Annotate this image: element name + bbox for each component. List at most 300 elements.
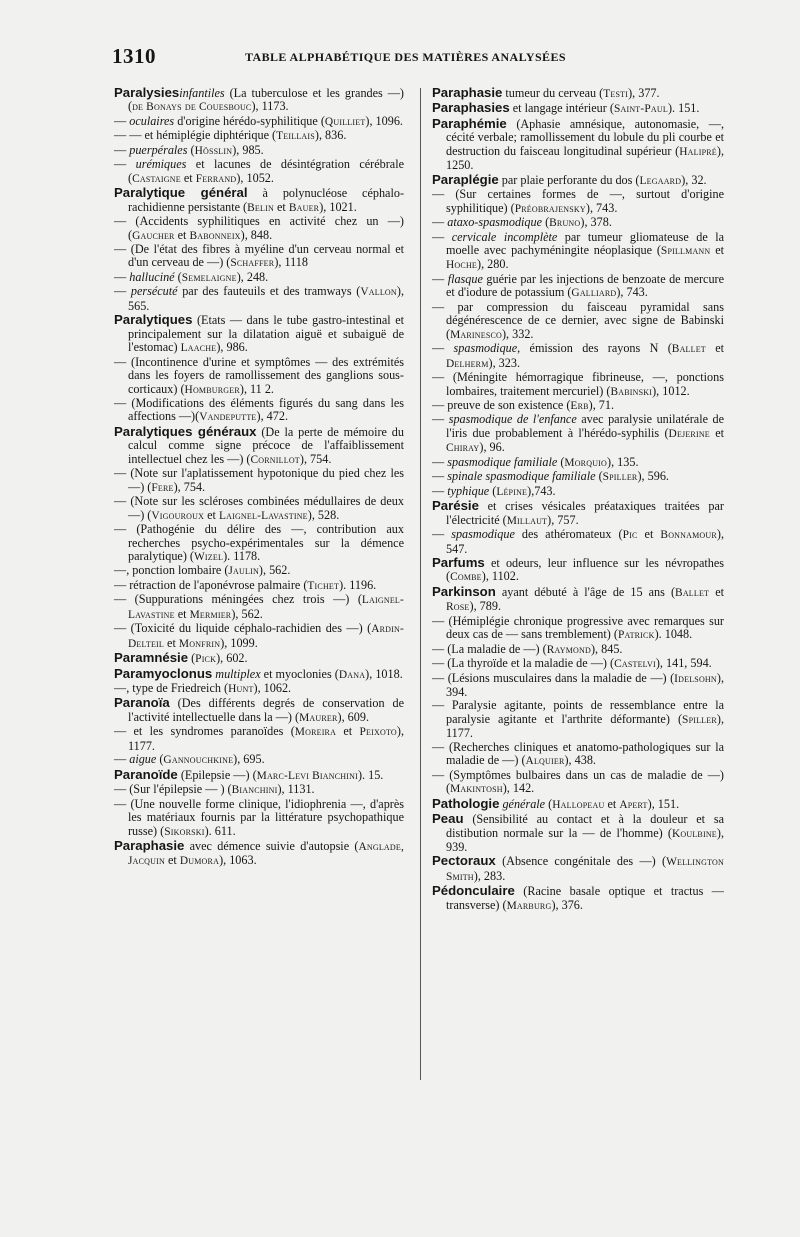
author-name: Babonneix (189, 229, 241, 242)
index-subentry-line (432, 699, 724, 740)
entry-text: ), 1062. (253, 681, 292, 696)
entry-text: ), 135. (607, 454, 639, 469)
entry-text: ), 939. (446, 825, 724, 855)
index-subentry-line (114, 495, 404, 523)
entry-text: et (180, 170, 196, 185)
index-subentry-line (114, 725, 404, 753)
author-name: Halipré (679, 145, 717, 158)
index-entry-main-line (114, 186, 404, 215)
index-headword: Paraplégie (432, 171, 499, 187)
entry-text: (Racine basale optique et tractus — transverse) ( (446, 884, 724, 912)
italic-text: typhique (447, 483, 490, 498)
entry-text: ), 789. (469, 599, 501, 614)
index-subentry-line (432, 342, 724, 371)
entry-text: ), 472. (256, 409, 289, 424)
entry-text: — (432, 527, 452, 542)
author-name: Dejerine (668, 427, 710, 440)
index-subentry-line (432, 769, 724, 797)
index-entry-main-line (114, 696, 404, 725)
entry-text: ). 1178. (223, 548, 261, 563)
index-subentry-line (432, 188, 724, 216)
entry-text: (Absence congénitale des —) ( (495, 854, 667, 869)
index-subentry-line (114, 579, 404, 593)
entry-text: ), 378. (580, 215, 612, 230)
index-entry (432, 86, 724, 101)
entry-text: ), 985. (232, 142, 264, 157)
left-column (114, 86, 404, 869)
author-name: Tichet (307, 579, 340, 592)
entry-text: — (114, 284, 131, 299)
entry-text: et (164, 853, 180, 868)
author-name: Castelvi (614, 658, 656, 671)
author-name: Peixoto (359, 726, 397, 739)
index-subentry-line (432, 657, 724, 671)
index-entry-main-line (114, 425, 404, 467)
entry-text: ), 848. (240, 227, 273, 242)
index-subentry-line (114, 682, 404, 696)
entry-text: ), 280. (477, 257, 509, 272)
author-name: Dumora (179, 855, 220, 868)
entry-text: — (Modifications des éléments figurés du sang dans les affections —)( (114, 395, 404, 424)
index-entry-main-line (114, 313, 404, 355)
author-name: Cornillot (250, 453, 300, 466)
author-name: Erb (570, 399, 589, 412)
entry-text: ), 596. (637, 469, 669, 484)
entry-text: — (432, 271, 448, 286)
index-subentry-line (114, 564, 404, 578)
entry-text: — rétraction de l'aponévrose palmaire ( (114, 577, 308, 592)
index-headword: Paraphasie (432, 85, 503, 100)
entry-text: ), 11 2. (239, 381, 274, 396)
index-subentry-line (432, 456, 724, 470)
entry-text: ). 1048. (654, 627, 693, 642)
author-name: Hösslin (194, 144, 233, 157)
author-name: Schaffer (230, 257, 275, 270)
index-entry (432, 499, 724, 556)
entry-text: et odeurs, leur influence sur les névropathes ( (446, 555, 724, 584)
index-subentry-line (114, 243, 404, 271)
author-name: Anglade, Jacquin (128, 841, 404, 868)
italic-text: spasmodique de l'enfance (448, 412, 577, 427)
author-name: Spiller (682, 713, 717, 726)
index-entry (114, 768, 404, 839)
entry-text: — (432, 412, 449, 427)
entry-text: ), 754. (299, 451, 332, 466)
entry-text: et (204, 507, 219, 522)
author-name: Gaucher (132, 229, 175, 242)
entry-text: (La tuberculose et les grandes —) ( (128, 86, 404, 114)
entry-text: — (Accidents syphilitiques en activité chez un —) ( (114, 214, 404, 242)
right-column (432, 86, 724, 913)
author-name: Marinesco (450, 328, 502, 341)
index-entry (114, 186, 404, 313)
index-subentry-line (114, 523, 404, 564)
entry-text: avec démence suivie d'autopsie ( (184, 839, 359, 854)
index-subentry-line (114, 622, 404, 651)
italic-text: générale (499, 796, 546, 811)
entry-text: ), 1118 (274, 255, 308, 270)
index-entry (432, 812, 724, 854)
index-entry (432, 117, 724, 173)
index-subentry-line (114, 115, 404, 129)
index-entry (114, 425, 404, 651)
italic-text: ataxo-spasmodique (447, 215, 543, 230)
author-name: Bruno (549, 217, 581, 230)
entry-text: — (La maladie de —) ( (432, 641, 547, 656)
author-name: Koulbine (671, 827, 717, 840)
author-name: Chiray (446, 442, 480, 455)
author-name: Quilliet (324, 115, 366, 128)
entry-text: à polynucléose céphalo-rachidienne persistante ( (128, 186, 405, 214)
entry-text: ), 1177. (128, 724, 404, 753)
entry-text: et (705, 341, 725, 356)
author-name: Apert (619, 798, 648, 811)
entry-text: ), 528. (307, 507, 340, 522)
index-entry-main-line (432, 117, 724, 173)
entry-text: (Epilepsie —) ( (177, 767, 257, 782)
entry-text: ), 96. (479, 440, 505, 455)
entry-text: ), 1021. (319, 199, 357, 214)
entry-text: ( (188, 651, 196, 666)
index-entry (432, 585, 724, 797)
index-entry-main-line (114, 667, 404, 682)
page-number: 1310 (112, 44, 156, 68)
index-entry-main-line (432, 884, 724, 913)
author-name: Bianchini (231, 784, 278, 797)
author-name: Alquier (525, 755, 565, 768)
author-name: Laignel-Lavastine (128, 594, 404, 621)
italic-text: spasmodique familiale (447, 454, 558, 469)
entry-text: — (432, 483, 448, 498)
entry-text: — et les syndromes paranoïdes ( (114, 724, 295, 739)
author-name: Dana (338, 668, 366, 681)
entry-text: ), 757. (547, 512, 579, 527)
entry-text: ), 609. (337, 709, 369, 724)
italic-text: spinale spasmodique familiale (447, 469, 596, 484)
index-subentry-line (432, 672, 724, 700)
entry-text: — par compression du faisceau pyramidal sans dégénérescence de ce dernier, avec signe de Babinski ( (432, 299, 724, 341)
index-subentry-line (114, 798, 404, 839)
index-entry-main-line (432, 797, 724, 812)
entry-text: et lacunes de désintégration cérébrale ( (128, 157, 405, 185)
index-headword: Paramnésie (114, 650, 189, 666)
italic-text: oculaires (129, 113, 175, 128)
author-name: Marburg (506, 899, 552, 912)
author-name: Bonnamour (660, 529, 717, 542)
index-entry (432, 101, 724, 116)
index-headword: Parésie (432, 498, 479, 514)
index-headword: Pathologie (432, 795, 500, 811)
index-entry-main-line (114, 651, 404, 666)
entry-text: et (174, 227, 190, 242)
italic-text: aigue (129, 752, 157, 767)
entry-text: par plaie perforante du dos ( (498, 172, 640, 187)
entry-text: ), 565. (128, 284, 404, 313)
entry-text: par tumeur gliomateuse de la moelle avec pachyméningite néoplasique ( (446, 229, 725, 257)
entry-text: ), 1012. (652, 383, 690, 398)
index-entry-main-line (432, 854, 724, 884)
entry-text: — (Symptômes bulbaires dans un cas de maladie de —) ( (432, 767, 724, 796)
index-headword: Peau (432, 811, 464, 827)
author-name: Maurer (299, 711, 338, 724)
index-headword: Paraphasie (114, 838, 185, 854)
entry-text: et (164, 635, 179, 650)
author-name: Hunt (228, 683, 254, 696)
author-name: Galliard (571, 287, 617, 300)
entry-text: ), 836. (314, 128, 347, 143)
entry-text: — preuve de son existence ( (432, 397, 571, 412)
entry-text: ( (545, 796, 553, 811)
entry-text: et (174, 606, 190, 621)
entry-text: ), 438. (564, 753, 596, 768)
author-name: Millaut (506, 514, 548, 527)
author-name: Saint-Paul (613, 103, 668, 116)
index-subentry-line (114, 593, 404, 622)
entry-text: — (Lésions musculaires dans la maladie de —) ( (432, 670, 675, 685)
entry-text: ), 377. (628, 86, 660, 100)
entry-text: ), 332. (502, 326, 534, 341)
index-subentry-line (432, 399, 724, 413)
entry-text: avec paralysie unilatérale de l'iris due probablement à l'hérédo-syphilis ( (446, 412, 725, 440)
italic-text: halluciné (129, 269, 175, 284)
author-name: Patrick (617, 629, 655, 642)
author-name: Wizel (193, 550, 224, 563)
entry-text: — (Méningite hémorragique fibrineuse, —, ponctions lombaires, traitement mercuriel) ( (432, 370, 724, 398)
entry-text: ), 743. (616, 285, 648, 300)
author-name: Vigouroux (151, 509, 205, 522)
entry-text: ), 376. (551, 897, 583, 912)
entry-text: — (Recherches cliniques et anatomo-pathologiques sur la maladie de —) ( (432, 739, 724, 768)
index-subentry-line (114, 158, 404, 186)
index-subentry-line (114, 215, 404, 243)
entry-text: par des fauteuils et des tramways ( (177, 284, 361, 299)
author-name: Lépine (496, 485, 528, 498)
entry-text: (Etats — dans le tube gastro-intestinal et principalement sur la dilatation aiguë et subaiguë de l'estomac) (128, 313, 404, 355)
index-entry (432, 854, 724, 884)
entry-text: et (273, 199, 289, 214)
italic-text: urémiques (135, 157, 187, 172)
entry-text: ), 1052. (236, 170, 274, 185)
index-subentry-line (432, 643, 724, 657)
entry-text: et (604, 796, 620, 811)
entry-text: ), 695. (233, 752, 265, 767)
entry-text: — (De l'état des fibres à myéline d'un cerveau normal et d'un cerveau de —) ( (114, 241, 404, 270)
entry-text: ), 394. (446, 670, 724, 700)
index-entry-main-line (432, 556, 724, 585)
entry-text: ), 743. (585, 200, 618, 215)
italic-text: multiplex (215, 666, 261, 681)
entry-text: ( (174, 269, 182, 284)
entry-text: —, ponction lombaire ( (114, 563, 229, 578)
author-name: Laignel-Lavastine (218, 509, 308, 522)
column-divider (420, 88, 421, 1080)
author-name: Ballet (671, 343, 706, 356)
index-subentry-line (114, 753, 404, 767)
entry-text: — (114, 269, 130, 284)
index-headword: Paranoïde (114, 766, 178, 782)
entry-text: ), 283. (473, 868, 506, 883)
index-entry (432, 797, 724, 812)
italic-text: persécuté (130, 284, 178, 299)
entry-text: — (Note sur les scléroses combinées médullaires de deux —) ( (114, 494, 404, 522)
author-name: Préobrajensky (514, 202, 586, 215)
entry-text: — (Sur l'épilepsie — ) ( (114, 782, 232, 797)
author-name: Castaigne (132, 172, 181, 185)
author-name: de Bonays de Couesbouc (132, 101, 252, 114)
index-subentry-line (432, 216, 724, 230)
author-name: Bauer (288, 201, 320, 214)
author-name: Legaard (639, 174, 682, 187)
entry-text: ( (187, 142, 195, 157)
author-name: Makintosh (450, 783, 503, 796)
author-name: Babinski (610, 385, 653, 398)
entry-text: ), 754. (173, 479, 206, 494)
entry-text: et (710, 242, 724, 257)
index-subentry-line (432, 528, 724, 556)
entry-text: (De la perte de mémoire du calcul comme signe précoce de l'affaiblissement intellectuel chez les —) ( (128, 424, 404, 466)
index-headword: Pectoraux (432, 853, 496, 869)
entry-text: ), 71. (588, 397, 615, 412)
entry-text: et (637, 527, 661, 542)
entry-text: ), 547. (446, 527, 725, 556)
index-subentry-line (114, 129, 404, 143)
author-name: Ferrand (195, 172, 237, 185)
index-entry (114, 667, 404, 697)
entry-text: —, type de Friedreich ( (114, 681, 229, 696)
index-entry-main-line (114, 86, 404, 115)
author-name: Raymond (546, 643, 591, 656)
entry-text: (Aphasie amnésique, autonomasie, —, cécité verbale; ramollissement du lobule du pli courbe et destruction du faisceau longitudinal supérieur ( (446, 116, 724, 158)
entry-text: ), 1250. (446, 143, 724, 173)
author-name: Moreira (294, 726, 337, 739)
entry-text: ( (557, 454, 565, 469)
index-headword: Paraphasies (432, 100, 510, 116)
entry-text: ayant débuté à l'âge de 15 ans ( (495, 584, 676, 599)
entry-text: ),743. (527, 483, 556, 498)
index-entry (114, 651, 404, 666)
author-name: Testi (603, 88, 629, 100)
index-entry-main-line (432, 173, 724, 188)
index-subentry-line (432, 485, 724, 499)
author-name: Ardin-Delteil (128, 623, 404, 650)
entry-text: ), 323. (488, 355, 520, 370)
index-headword: Pédonculaire (432, 883, 515, 899)
index-headword: Paralytique général (114, 185, 248, 201)
index-headword: Parfums (432, 554, 485, 570)
index-headword: Paralytiques (114, 312, 193, 328)
entry-text: ), 1173. (251, 99, 289, 114)
italic-text: spasmodique (451, 527, 515, 542)
entry-text: (Des différents degrés de conservation de l'activité intellectuelle dans la —) ( (128, 696, 404, 724)
entry-text: — (114, 752, 130, 767)
index-headword: Parkinson (432, 583, 496, 599)
italic-text: flasque (447, 271, 483, 286)
entry-text: et crises vésicales préataxiques traitées par l'électricité ( (446, 499, 724, 527)
index-subentry-line (114, 285, 404, 313)
entry-text: — (114, 157, 136, 172)
italic-text: infantiles (179, 86, 225, 100)
author-name: Spiller (602, 471, 638, 484)
entry-text: ), 1063. (219, 853, 257, 868)
entry-text: ). 1196. (339, 577, 377, 592)
author-name: Vallon (360, 286, 397, 299)
entry-text: — (Sur certaines formes de —, surtout d'origine syphilitique) ( (432, 187, 724, 215)
index-subentry-line (432, 615, 724, 643)
author-name: Wellington Smith (446, 856, 724, 883)
entry-text: et myoclonies ( (260, 666, 339, 681)
entry-text: ( (542, 215, 550, 230)
entry-text: ( (156, 752, 164, 767)
entry-text: — (114, 113, 130, 128)
entry-text: et (709, 584, 724, 599)
italic-text: puerpérales (129, 142, 188, 157)
index-entry (114, 313, 404, 425)
entry-text: — (114, 142, 130, 157)
entry-text: ), 562. (258, 563, 291, 578)
author-name: Vandeputte (199, 411, 257, 424)
index-subentry-line (114, 144, 404, 158)
author-name: Combe (450, 571, 482, 584)
entry-text: — (432, 341, 454, 356)
entry-text: ), 142. (502, 781, 535, 796)
author-name: Fere (151, 481, 174, 494)
italic-text: spasmodique (453, 341, 518, 356)
index-headword: Paralytiques généraux (114, 423, 257, 439)
entry-text: — (432, 229, 452, 244)
entry-text: — (Pathogénie du délire des —, contribution aux recherches psycho-expérimentales sur la démence paralytique) ( (114, 522, 404, 563)
entry-text: ). 15. (357, 767, 384, 782)
index-subentry-line (432, 273, 724, 301)
author-name: Rose (446, 601, 470, 614)
entry-text: ), 562. (231, 606, 263, 621)
index-entry-main-line (114, 768, 404, 783)
index-subentry-line (432, 470, 724, 484)
author-name: Hallopeau (552, 798, 605, 811)
entry-text: et langage intérieur ( (509, 101, 614, 116)
entry-text: ), 151. (647, 796, 680, 811)
index-subentry-line (432, 413, 724, 455)
entry-text: (Sensibilité au contact et à la douleur et sa distibution normale sur la — de l'homme) ( (446, 812, 724, 840)
entry-text: — (Suppurations méningées chez trois —) ( (114, 592, 362, 607)
author-name: Marc-Levi Bianchini (256, 769, 358, 782)
index-headword: Paranoïa (114, 695, 170, 711)
entry-text: — (432, 454, 448, 469)
author-name: Morquio (564, 456, 608, 469)
entry-text: ), 602. (216, 651, 248, 666)
entry-text: — (432, 215, 448, 230)
entry-text: des athéromateux ( (514, 527, 623, 542)
entry-text: ), 32. (681, 172, 707, 187)
index-subentry-line (432, 371, 724, 399)
entry-text: ), 845. (590, 641, 623, 656)
entry-text: ), 248. (236, 269, 269, 284)
entry-text: et (336, 724, 360, 739)
entry-text: ( (489, 483, 497, 498)
entry-text: ), 1102. (481, 569, 519, 584)
author-name: Monfrin (178, 637, 221, 650)
index-subentry-line (114, 356, 404, 397)
index-entry-main-line (114, 839, 404, 869)
entry-text: guérie par les injections de benzoate de mercure et d'iodure de potassium ( (446, 271, 725, 300)
index-entry-main-line (432, 499, 724, 528)
entry-text: — (432, 469, 448, 484)
index-subentry-line (432, 741, 724, 769)
entry-text: ), 1099. (220, 635, 258, 650)
italic-text: cervicale incomplète (451, 229, 558, 244)
author-name: Belin (247, 201, 274, 214)
index-headword: Paramyoclonus (114, 665, 213, 681)
index-subentry-line (114, 397, 404, 425)
